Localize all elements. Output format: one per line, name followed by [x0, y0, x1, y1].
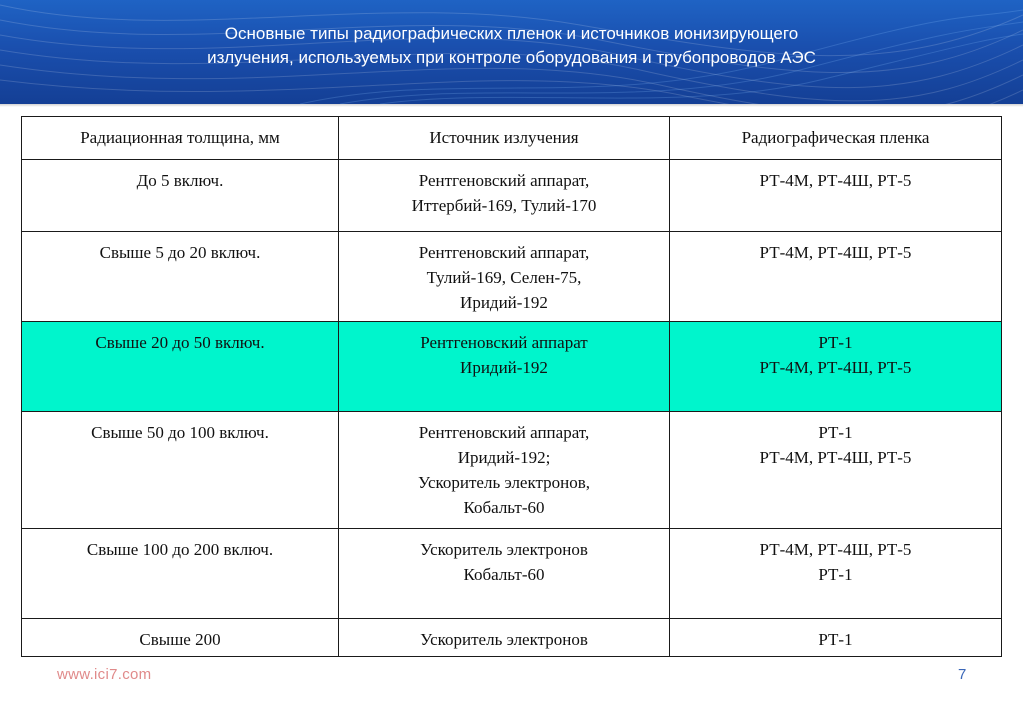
- source-line: Иридий-192: [460, 293, 548, 312]
- header-banner: [0, 0, 1023, 104]
- film-line: РТ-1: [818, 423, 853, 442]
- film-line: РТ-4М, РТ-4Ш, РТ-5: [759, 540, 912, 559]
- thickness-cell: Свыше 50 до 100 включ.: [22, 412, 339, 529]
- source-line: Рентгеновский аппарат: [420, 333, 588, 352]
- table-row: [22, 412, 1002, 529]
- footer-website-link[interactable]: www.ici7.com: [57, 666, 152, 683]
- film-cell: [670, 412, 1002, 529]
- table-row: [22, 160, 1002, 232]
- thickness-cell: Свыше 200: [22, 619, 339, 657]
- source-cell: [339, 160, 670, 232]
- source-line: Иридий-192: [460, 358, 548, 377]
- source-cell: [339, 619, 670, 657]
- source-line: Рентгеновский аппарат,: [418, 423, 590, 442]
- film-cell: [670, 619, 1002, 657]
- thickness-cell: Свыше 100 до 200 включ.: [22, 529, 339, 619]
- film-line: РТ-1: [818, 630, 853, 649]
- source-cell: [339, 529, 670, 619]
- source-line: Ускоритель электронов,: [417, 473, 591, 492]
- film-line: РТ-4М, РТ-4Ш, РТ-5: [759, 358, 912, 377]
- thickness-cell: Свыше 5 до 20 включ.: [22, 232, 339, 322]
- table-row: [22, 232, 1002, 322]
- page-number: 7: [958, 666, 967, 683]
- film-line: РТ-4М, РТ-4Ш, РТ-5: [759, 448, 912, 467]
- film-line: РТ-4М, РТ-4Ш, РТ-5: [759, 171, 912, 190]
- film-cell: [670, 322, 1002, 412]
- source-line: Ускоритель электронов: [420, 540, 588, 559]
- source-line: Ускоритель электронов: [420, 630, 588, 649]
- film-cell: [670, 529, 1002, 619]
- page-title-line-2: излучения, используемых при контроле оборудования и трубопроводов АЭС: [207, 48, 816, 67]
- page-title: [0, 22, 1023, 70]
- source-line: Кобальт-60: [463, 498, 545, 517]
- table-header-row: [22, 117, 1002, 160]
- thickness-cell: Свыше 20 до 50 включ.: [22, 322, 339, 412]
- source-line: Кобальт-60: [463, 565, 545, 584]
- source-line: Иридий-192;: [457, 448, 551, 467]
- table-row-highlighted: [22, 322, 1002, 412]
- source-line: Рентгеновский аппарат,: [418, 243, 590, 262]
- radiography-table: [21, 116, 1002, 657]
- film-line: РТ-1: [818, 333, 853, 352]
- source-cell: [339, 232, 670, 322]
- banner-shadow: [0, 104, 1023, 107]
- column-header-thickness: Радиационная толщина, мм: [22, 117, 339, 160]
- column-header-source: Источник излучения: [339, 117, 670, 160]
- film-cell: [670, 232, 1002, 322]
- page-title-line-1: Основные типы радиографических пленок и источников ионизирующего: [224, 24, 799, 43]
- source-cell: [339, 412, 670, 529]
- thickness-cell: До 5 включ.: [22, 160, 339, 232]
- source-line: Иттербий-169, Тулий-170: [411, 196, 597, 215]
- film-cell: [670, 160, 1002, 232]
- film-line: РТ-1: [818, 565, 853, 584]
- table-row: [22, 619, 1002, 657]
- column-header-film: Радиографическая пленка: [670, 117, 1002, 160]
- source-line: Тулий-169, Селен-75,: [426, 268, 582, 287]
- source-cell: [339, 322, 670, 412]
- film-line: РТ-4М, РТ-4Ш, РТ-5: [759, 243, 912, 262]
- table-row: [22, 529, 1002, 619]
- source-line: Рентгеновский аппарат,: [418, 171, 590, 190]
